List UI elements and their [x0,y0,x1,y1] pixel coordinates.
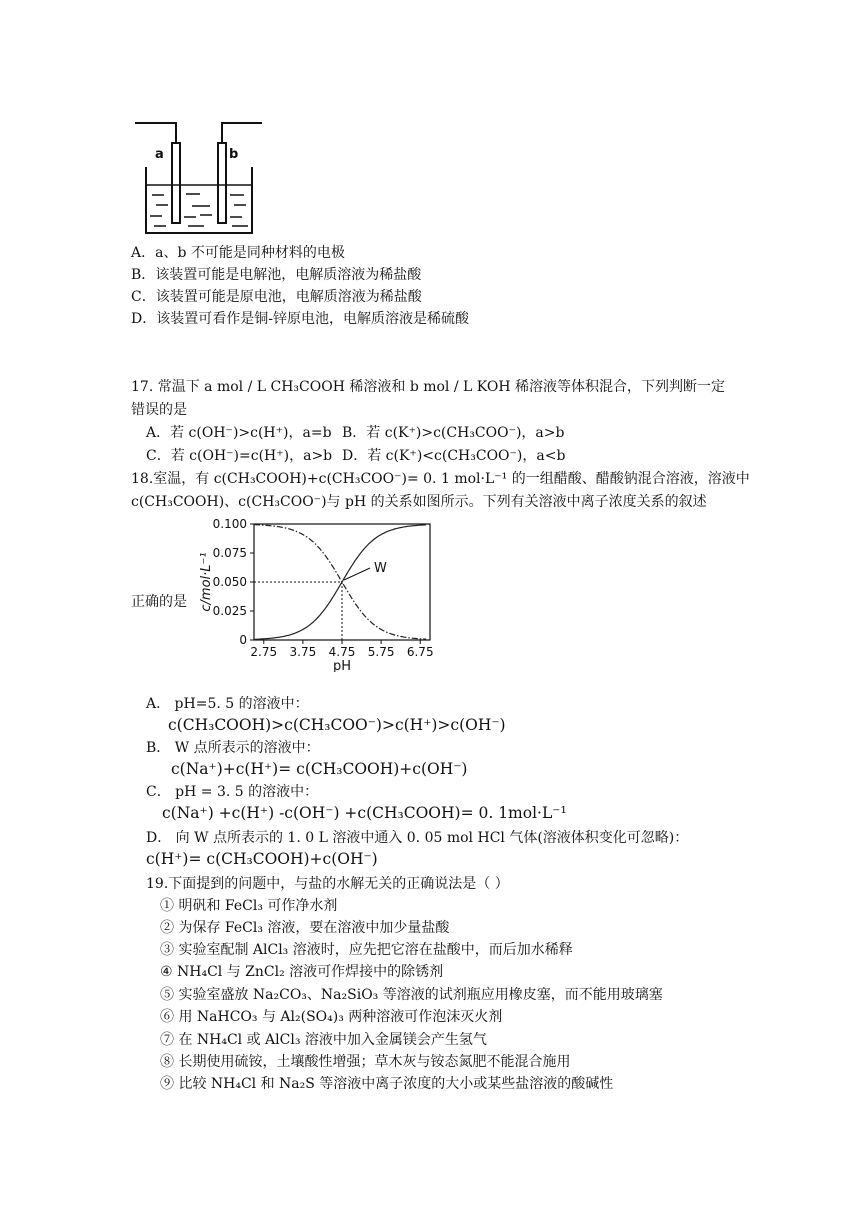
electrode-apparatus-figure [130,115,270,237]
q19-item-4: ④ NH₄Cl 与 ZnCl₂ 溶液可作焊接中的除锈剂 [160,964,444,980]
x-tick-label: 6.75 [406,645,434,659]
q17-stem-line1: 17. 常温下 a mol / L CH₃COOH 稀溶液和 b mol / L KOH 稀溶液等体积混合，下列判断一定 [131,379,725,395]
electrode-b-label: b [229,147,239,162]
y-tick-label: 0.100 [212,517,247,531]
q18-option-b-expr: c(Na⁺)+c(H⁺)= c(CH₃COOH)+c(OH⁻) [171,760,468,778]
x-tick-label: 5.75 [367,645,395,659]
q19-item-3: ③ 实验室配制 AlCl₃ 溶液时，应先把它溶在盐酸中，而后加水稀释 [160,942,573,958]
q19-item-8: ⑧ 长期使用硫铵，土壤酸性增强；草木灰与铵态氮肥不能混合施用 [160,1054,571,1070]
x-axis-label: pH [332,659,352,672]
x-tick-label: 2.75 [250,645,278,659]
q18-option-d-expr: c(H⁺)= c(CH₃COOH)+c(OH⁻) [146,850,378,868]
y-tick-label: 0 [239,633,247,647]
q19-item-5: ⑤ 实验室盛放 Na₂CO₃、Na₂SiO₃ 等溶液的试剂瓶应用橡皮塞，而不能用玻璃塞 [160,987,663,1003]
q19-item-2: ② 为保存 FeCl₃ 溶液，要在溶液中加少量盐酸 [160,920,450,936]
y-tick-label: 0.050 [212,575,247,589]
q18-option-c-head: C． pH = 3. 5 的溶液中： [146,784,319,800]
electrode-a-label: a [155,147,164,162]
q16-option-d: D．该装置可看作是铜-锌原电池，电解质溶液是稀硫酸 [131,311,469,327]
y-tick-label: 0.075 [212,546,247,560]
w-point-label: W [374,561,387,576]
x-tick-label: 3.75 [289,645,317,659]
q18-option-c-expr: c(Na⁺) +c(H⁺) -c(OH⁻) +c(CH₃COOH)= 0. 1mol·L⁻¹ [162,804,567,822]
q18-option-b-head: B． W 点所表示的溶液中： [146,740,320,756]
q19-stem: 19.下面提到的问题中，与盐的水解无关的正确说法是（ ） [146,876,509,892]
q16-option-a: A．a、b 不可能是同种材料的电极 [131,245,345,261]
q18-stem-line2: c(CH₃COOH)、c(CH₃COO⁻)与 pH 的关系如图所示。下列有关溶液中离子浓度关系的叙述 [131,494,707,510]
w-pointer-line [344,568,370,580]
q17-stem-line2: 错误的是 [131,402,187,418]
q16-option-b: B．该装置可能是电解池，电解质溶液为稀盐酸 [131,267,422,283]
q18-option-a-head: A． pH=5. 5 的溶液中： [146,696,309,712]
q17-option-a: A．若 c(OH⁻)>c(H⁺)，a=b [146,425,332,441]
q18-stem-line3: 正确的是 [131,594,187,610]
q16-option-c: C．该装置可能是原电池，电解质溶液为稀盐酸 [131,289,422,305]
x-tick-label: 4.75 [328,645,356,659]
y-axis-label: c/mol·L⁻¹ [199,552,214,612]
q18-option-a-expr: c(CH₃COOH)>c(CH₃COO⁻)>c(H⁺)>c(OH⁻) [168,716,506,734]
q18-option-d-head: D． 向 W 点所表示的 1. 0 L 溶液中通入 0. 05 mol HCl 气体(溶液体积变化可忽略)： [146,830,689,846]
q19-item-7: ⑦ 在 NH₄Cl 或 AlCl₃ 溶液中加入金属镁会产生氢气 [160,1032,487,1048]
concentration-ph-chart [196,512,446,672]
q17-option-d: D．若 c(K⁺)<c(CH₃COO⁻)，a<b [342,448,566,464]
q18-stem-line1: 18.室温，有 c(CH₃COOH)+c(CH₃COO⁻)= 0. 1 mol·L⁻¹ 的一组醋酸、醋酸钠混合溶液，溶液中 [131,471,750,487]
q19-item-1: ① 明矾和 FeCl₃ 可作净水剂 [160,898,338,914]
q17-option-c: C．若 c(OH⁻)=c(H⁺)，a>b [146,448,333,464]
q19-item-9: ⑨ 比较 NH₄Cl 和 Na₂S 等溶液中离子浓度的大小或某些盐溶液的酸碱性 [160,1076,614,1092]
y-tick-label: 0.025 [212,604,247,618]
q17-option-b: B．若 c(K⁺)>c(CH₃COO⁻)，a>b [342,425,565,441]
q19-item-6: ⑥ 用 NaHCO₃ 与 Al₂(SO₄)₃ 两种溶液可作泡沫灭火剂 [160,1009,503,1025]
